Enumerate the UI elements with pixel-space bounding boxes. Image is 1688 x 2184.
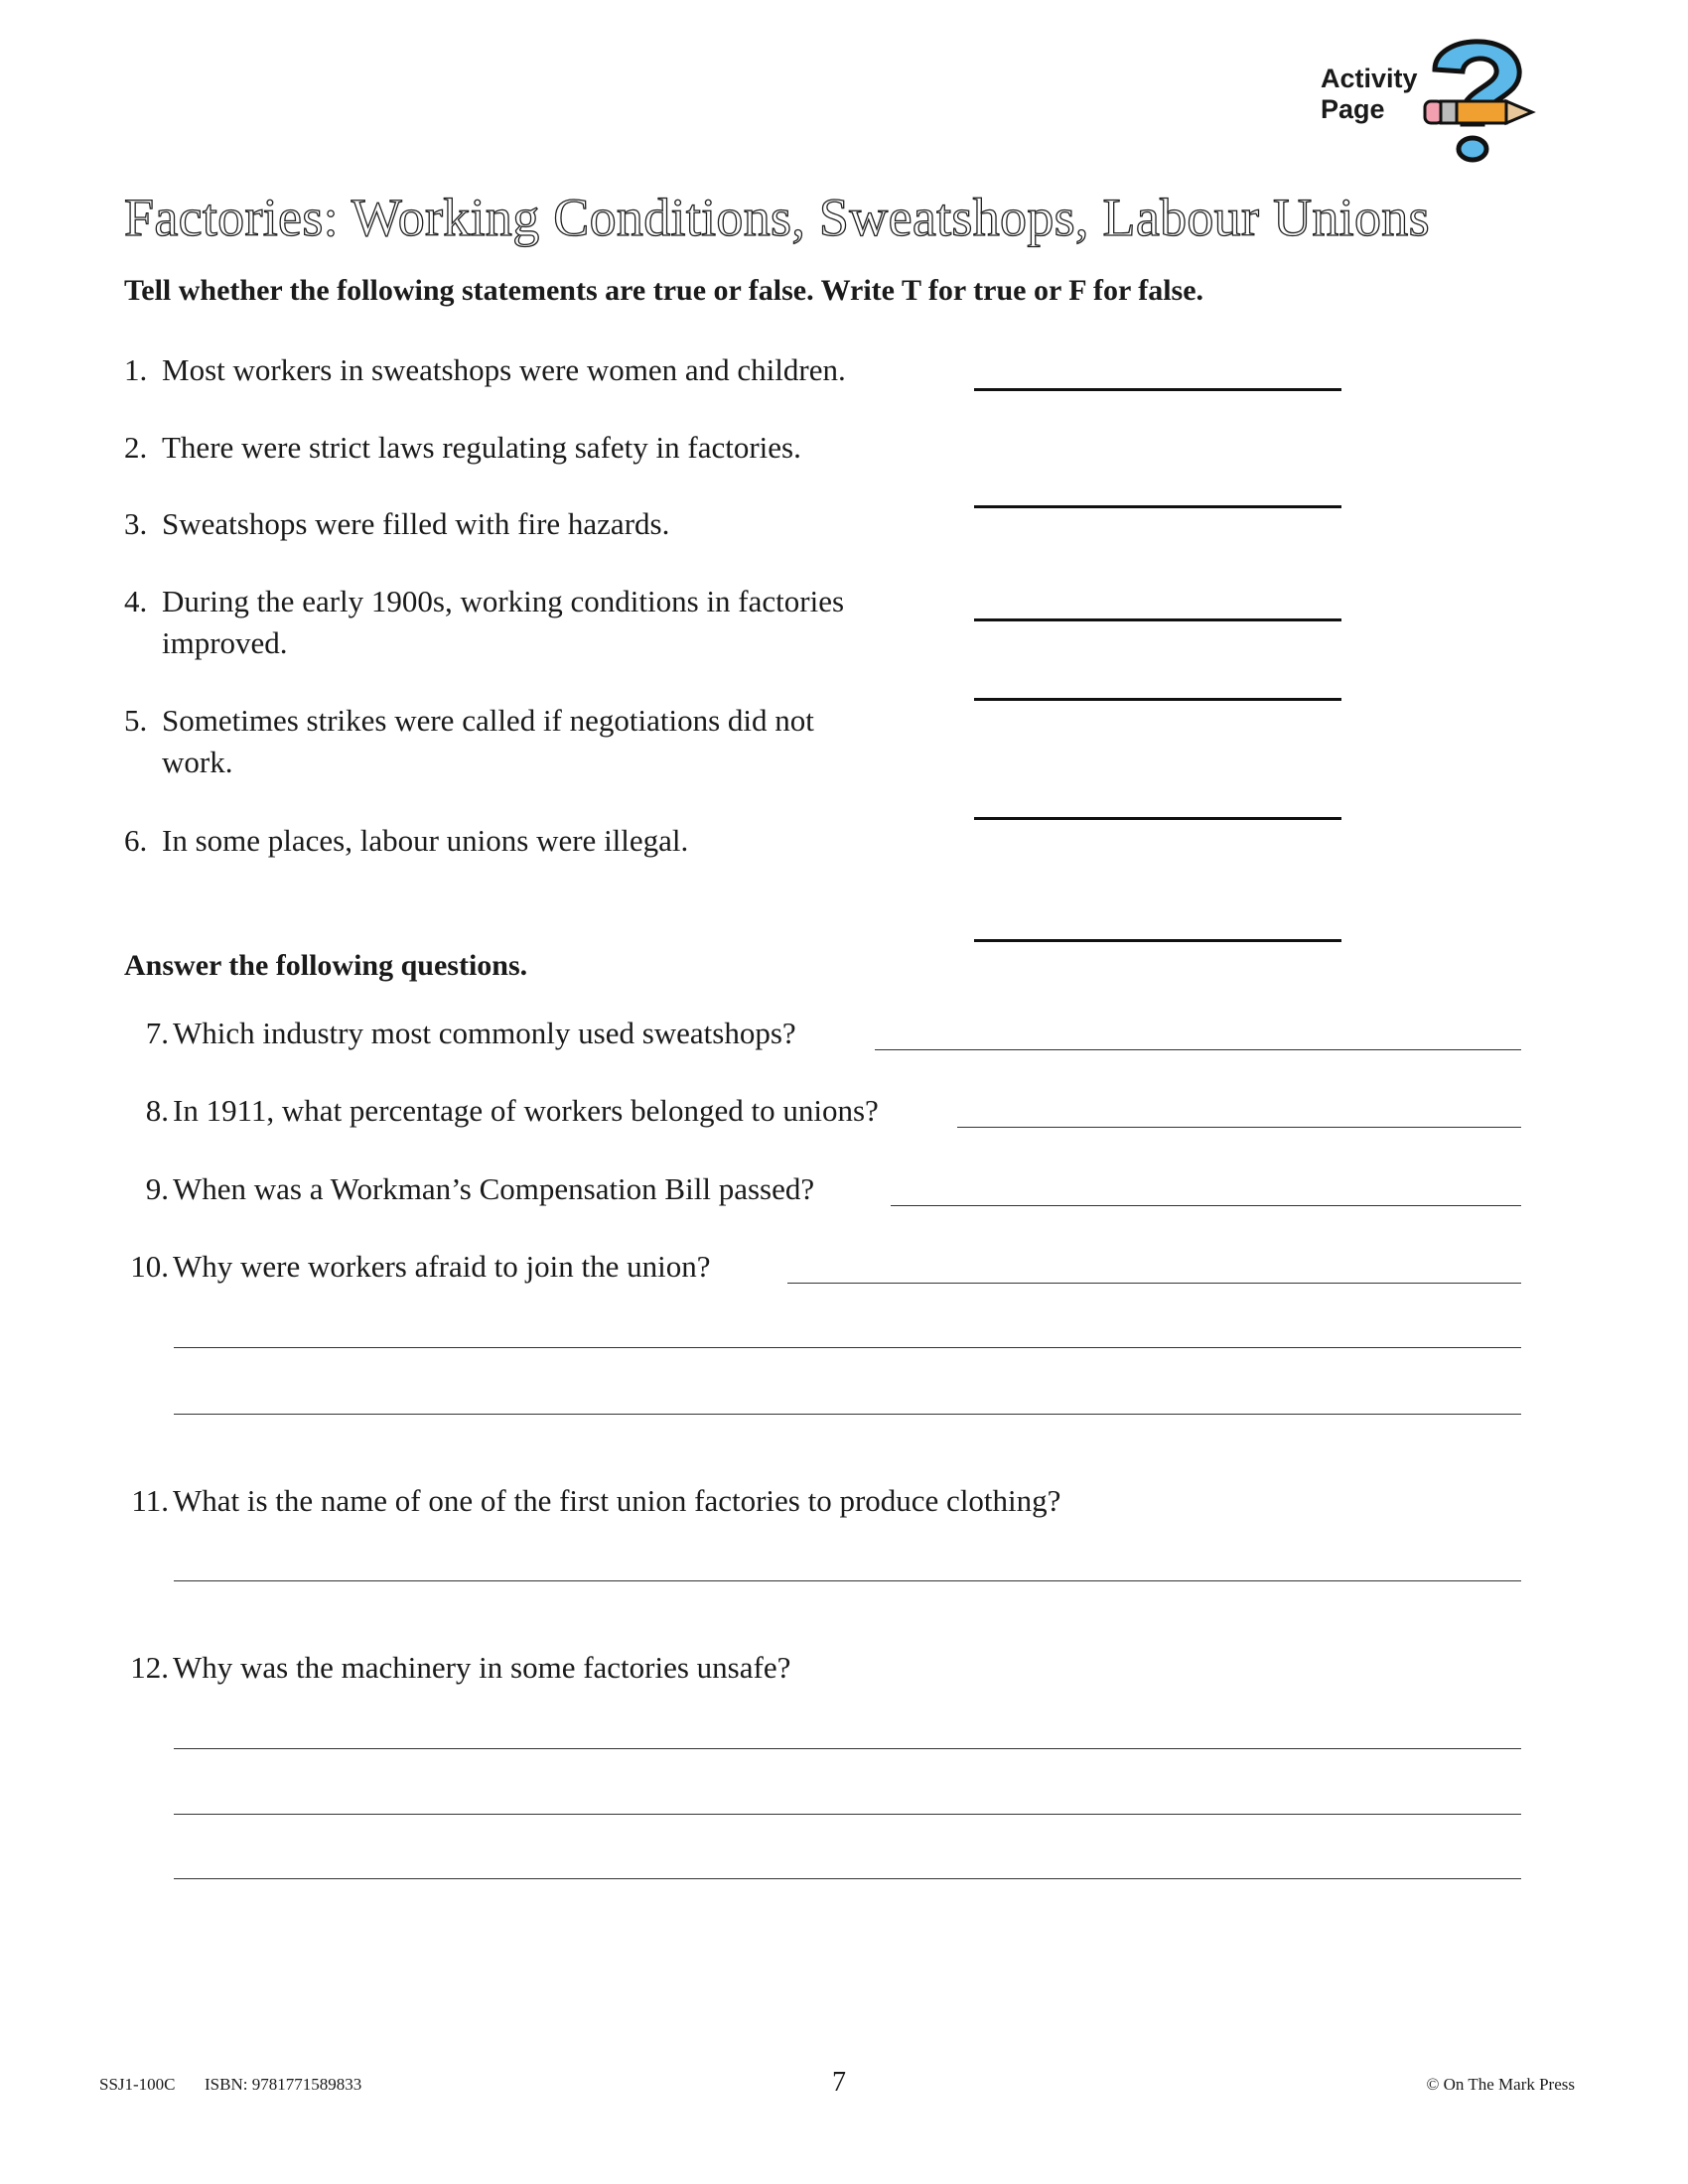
answer-line[interactable] — [174, 1580, 1521, 1581]
answer-line[interactable] — [974, 505, 1341, 508]
questions-heading: Answer the following questions. — [124, 949, 528, 982]
statement-text: work. — [162, 745, 233, 779]
answer-line[interactable] — [974, 698, 1341, 701]
statement-text: Most workers in sweatshops were women and children. — [162, 352, 846, 387]
question-text: Why was the machinery in some factories unsafe? — [173, 1650, 791, 1685]
footer-code: SSJ1-100C — [99, 2075, 176, 2094]
answer-line[interactable] — [174, 1347, 1521, 1348]
page-title: Factories: Working Conditions, Sweatshops, Labour Unions — [124, 188, 1430, 247]
question-number: 11. — [131, 1483, 169, 1518]
question-mark-pencil-icon — [1415, 30, 1544, 164]
statement-text: Sweatshops were filled with fire hazards. — [162, 506, 670, 541]
statement-text: During the early 1900s, working conditions in factories — [162, 584, 845, 618]
statement-text: There were strict laws regulating safety in factories. — [162, 430, 801, 465]
answer-line[interactable] — [174, 1414, 1521, 1415]
answer-line[interactable] — [875, 1049, 1521, 1050]
answer-line[interactable] — [787, 1283, 1521, 1284]
activity-page-label — [1321, 64, 1418, 125]
question-text: Which industry most commonly used sweatshops? — [173, 1016, 796, 1050]
logo-text-line1: Activity — [1321, 64, 1418, 93]
question-number: 9. — [145, 1171, 169, 1206]
answer-line[interactable] — [174, 1748, 1521, 1749]
true-false-instructions: Tell whether the following statements are true or false. Write T for true or F for false. — [124, 274, 1204, 307]
statement-text: improved. — [162, 625, 288, 660]
question-number: 10. — [130, 1249, 169, 1284]
answer-line[interactable] — [974, 817, 1341, 820]
answer-line[interactable] — [891, 1205, 1521, 1206]
question-number: 8. — [145, 1093, 169, 1128]
statement-number: 5. — [124, 703, 148, 738]
question-text: When was a Workman’s Compensation Bill passed? — [173, 1171, 815, 1206]
question-text: Why were workers afraid to join the union? — [173, 1249, 711, 1284]
logo-text-line2: Page — [1321, 94, 1385, 124]
footer-isbn: ISBN: 9781771589833 — [205, 2075, 362, 2094]
statement-text: Sometimes strikes were called if negotiations did not — [162, 703, 814, 738]
answer-line[interactable] — [174, 1878, 1521, 1879]
statement-number: 3. — [124, 506, 148, 541]
statement-text: In some places, labour unions were illegal. — [162, 823, 689, 858]
question-text: In 1911, what percentage of workers belonged to unions? — [173, 1093, 879, 1128]
statement-number: 1. — [124, 352, 148, 387]
footer-publisher: © On The Mark Press — [1426, 2075, 1575, 2094]
answer-line[interactable] — [174, 1814, 1521, 1815]
statement-number: 2. — [124, 430, 148, 465]
answer-line[interactable] — [974, 388, 1341, 391]
question-text: What is the name of one of the first union factories to produce clothing? — [173, 1483, 1061, 1518]
answer-line[interactable] — [957, 1127, 1521, 1128]
statement-number: 4. — [124, 584, 148, 618]
answer-line[interactable] — [974, 939, 1341, 942]
page-number: 7 — [832, 2067, 846, 2098]
question-number: 12. — [130, 1650, 169, 1685]
statement-number: 6. — [124, 823, 148, 858]
answer-line[interactable] — [974, 618, 1341, 621]
question-number: 7. — [145, 1016, 169, 1050]
